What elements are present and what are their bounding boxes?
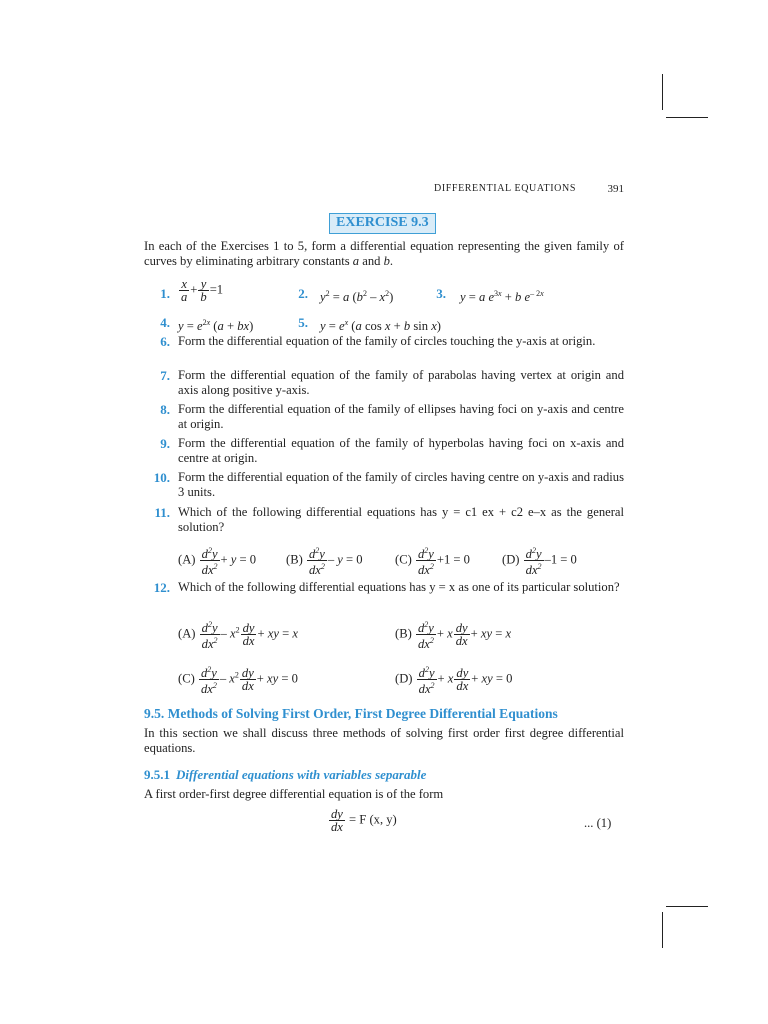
question-5-equation: $y = e^x$ (a cos x + b sin x) [320,318,441,334]
q11-option-b: (B) $\frac{d^2y}{dx^2}$ – y = 0 [286,546,363,578]
question-number-8: 8. [160,402,170,417]
crop-mark-top-horizontal [666,117,708,118]
q12-option-b: (B) $\frac{d^2y}{dx^2}$ + x $\frac{dy}{dx}$ + xy = x [395,620,512,652]
q12-option-a: (A) $\frac{d^2y}{dx^2}$ – $x^2$ $\frac{dy}{dx}$ + xy = x [178,620,298,652]
crop-mark-bottom-vertical [662,912,663,948]
question-number-10: 10. [153,470,170,485]
equation-1-label: ... (1) [584,816,612,830]
q11-option-d: (D) $\frac{d^2y}{dx^2}$ –1 = 0 [502,546,577,578]
question-number-3: 3. [436,286,446,301]
q11-option-c: (C) $\frac{d^2y}{dx^2}$ +1 = 0 [395,546,470,578]
question-number-6: 6. [160,334,170,349]
question-number-11: 11. [154,505,170,520]
question-10-text: Form the differential equation of the family of circles having centre on y-axis and radius 3 units. [178,470,624,499]
question-2-equation: $y^2 = a$ $(b^2 - x^2)$ [320,289,394,305]
question-12-text: Which of the following differential equations has y = x as one of its particular solution? [178,580,620,594]
question-number-9: 9. [160,436,170,451]
question-1-equation: $\frac{x}{a}$ + $\frac{y}{b}$ =1 [181,277,224,304]
question-6-text: Form the differential equation of the family of circles touching the y-axis at origin. [178,334,596,348]
subsection-paragraph: A first order-first degree differential equation is of the form [144,787,444,801]
crop-mark-top-vertical [662,74,663,110]
q12-option-c: (C) $\frac{d^2y}{dx^2}$ – $x^2$ $\frac{dy}{dx}$ + xy = 0 [178,665,298,697]
q11-option-a: (A) $\frac{d^2y}{dx^2}$ + y = 0 [178,546,257,578]
question-number-5: 5. [298,315,308,330]
question-number-4: 4. [160,315,170,330]
running-header [434,183,624,195]
subsection-heading: 9.5.1 Differential equations with variables separable [144,767,427,782]
q12-option-d: (D) $\frac{d^2y}{dx^2}$ + x $\frac{dy}{dx}$ + xy = 0 [395,665,513,697]
equation-1: $\frac{dy}{dx}$ = F (x, y) [331,807,397,834]
question-4-equation: $y = e^{2x}$ (a + bx) [178,318,254,334]
crop-mark-bottom-horizontal [666,906,708,907]
running-title: DIFFERENTIAL EQUATIONS [434,183,576,194]
question-number-7: 7. [160,368,170,383]
exercise-title: EXERCISE 9.3 [329,213,436,234]
page-number: 391 [607,183,624,195]
question-11-text: Which of the following differential equations has y = c1 ex + c2 e–x as the general solution? [178,505,624,534]
question-number-1: 1. [160,286,170,301]
question-number-12: 12. [153,580,170,595]
question-9-text: Form the differential equation of the family of hyperbolas having foci on x-axis and centre at origin. [178,436,624,465]
question-7-text: Form the differential equation of the family of parabolas having vertex at origin and axis along positive y-axis. [178,368,624,397]
question-number-2: 2. [298,286,308,301]
question-3-equation: y = a $e^{3x} + b$ $e^{- 2x}$ [460,289,544,305]
exercise-intro: In each of the Exercises 1 to 5, form a differential equation representing the given family of curves by eliminating arbitrary constants a and b. [144,239,624,268]
section-paragraph: In this section we shall discuss three methods of solving first order first degree differential equations. [144,726,624,755]
question-8-text: Form the differential equation of the family of ellipses having foci on y-axis and centre at origin. [178,402,624,431]
section-heading: 9.5. Methods of Solving First Order, First Degree Differential Equations [144,706,558,721]
